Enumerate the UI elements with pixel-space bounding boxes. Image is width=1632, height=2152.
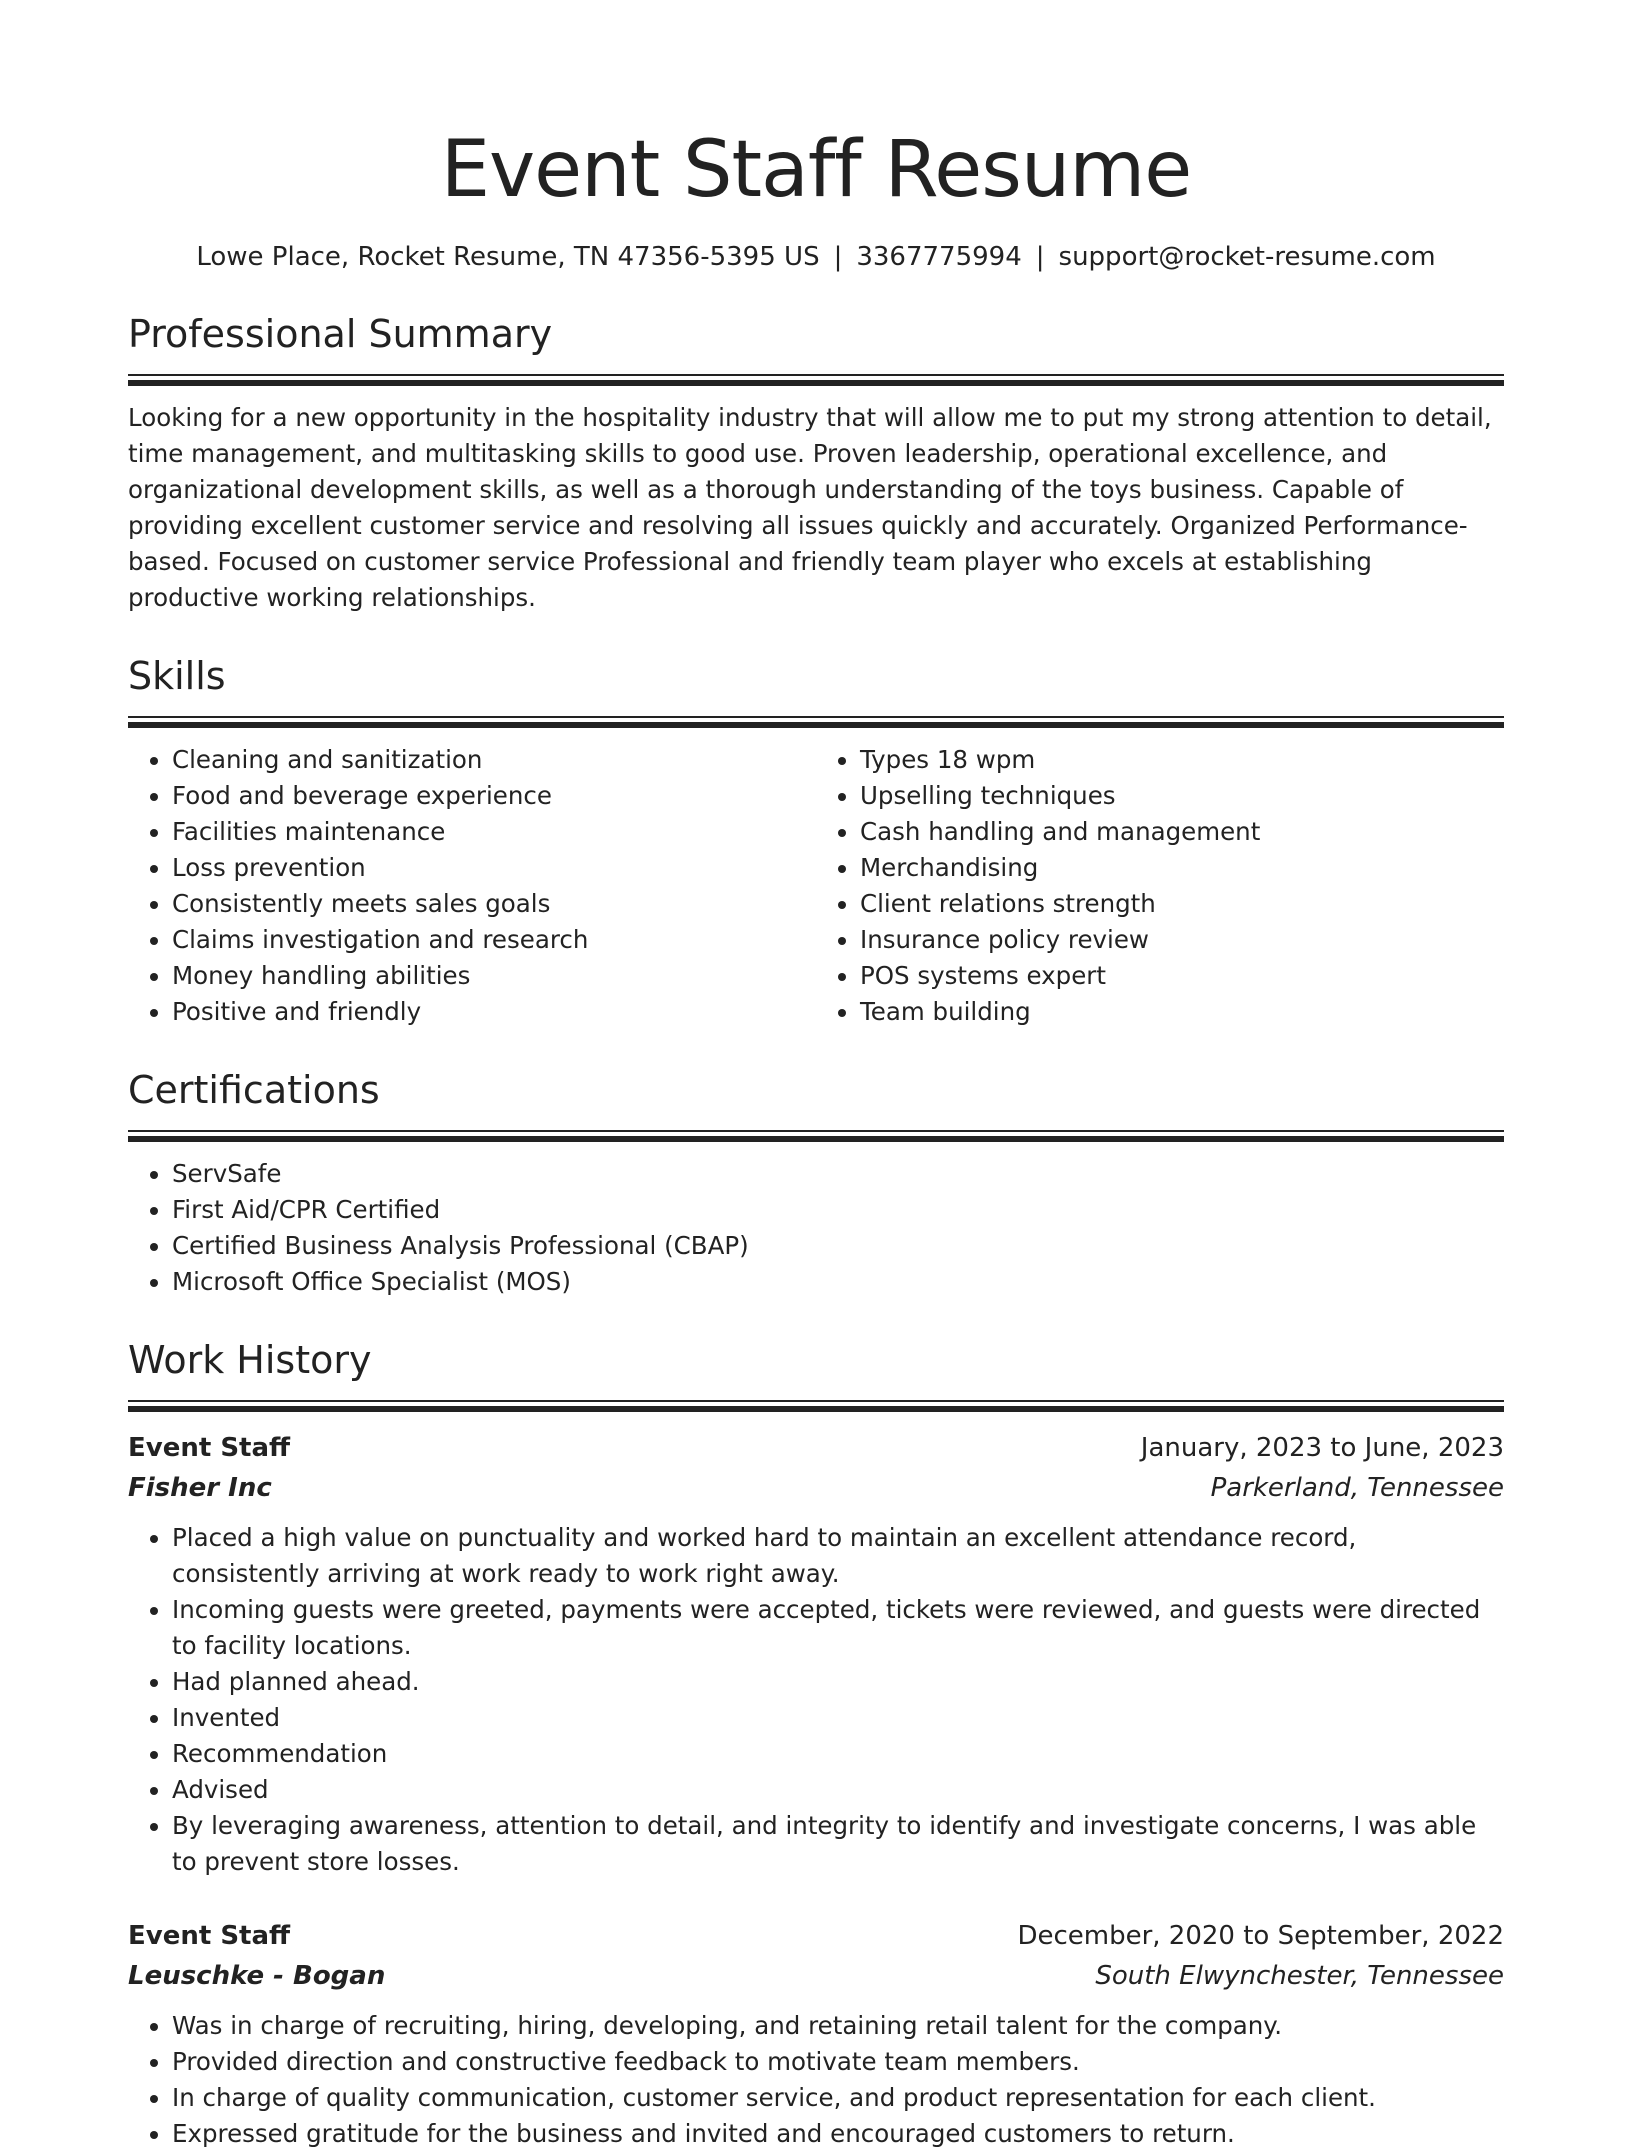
work-history-section [128,1338,1504,2152]
job-title: Event Staff [128,1921,291,1951]
list-item: • Advised [172,1772,1504,1808]
section-heading: Skills [128,654,226,698]
list-item: • By leveraging awareness, attention to detail, and integrity to identify and investigate concerns, I was able to prevent store losses. [172,1808,1504,1880]
list-item: • Had planned ahead. [172,1664,1504,1700]
job-header-row [128,1916,1504,1956]
list-item: • Consistently meets sales goals [172,886,816,922]
section-heading: Professional Summary [128,312,553,356]
skills-left-list [128,742,816,1030]
list-item: • Cash handling and management [860,814,1504,850]
job-bullets [128,2008,1504,2152]
list-item: • Was in charge of recruiting, hiring, developing, and retaining retail talent for the company. [172,2008,1504,2044]
job-title: Event Staff [128,1433,291,1463]
certifications-list [128,1156,1504,1300]
section-divider [128,374,1504,386]
section-divider [128,1130,1504,1142]
job-entry [128,1428,1504,1880]
list-item: • Microsoft Office Specialist (MOS) [172,1264,1504,1300]
list-item: • POS systems expert [860,958,1504,994]
address-text: Lowe Place, Rocket Resume, TN 47356-5395 US [196,242,820,272]
list-item: • Placed a high value on punctuality and worked hard to maintain an excellent attendance record, consistently arriving at work ready to work right away. [172,1520,1504,1592]
list-item: • Invented [172,1700,1504,1736]
summary-text: Looking for a new opportunity in the hospitality industry that will allow me to put my strong attention to detail, time management, and multitasking skills to good use. Proven leadership, operational excellence, and organizational development skills, as well as a thorough understanding of the toys business. Capable of providing excellent customer service and resolving all issues quickly and accurately. Organized Performance-based. Focused on customer service Professional and friendly team player who excels at establishing productive working relationships. [128,403,1492,612]
job-company: Fisher Inc [128,1473,272,1503]
list-item: • Food and beverage experience [172,778,816,814]
page-title: Event Staff Resume [440,125,1192,215]
separator: | [833,242,843,272]
list-item: • Merchandising [860,850,1504,886]
job-company: Leuschke - Bogan [128,1961,386,1991]
list-item: • First Aid/CPR Certified [172,1192,1504,1228]
job-dates: January, 2023 to June, 2023 [1140,1433,1504,1463]
job-subheader-row [128,1468,1504,1508]
skills-right-list [816,742,1504,1030]
list-item: • Facilities maintenance [172,814,816,850]
list-item: • Client relations strength [860,886,1504,922]
section-divider [128,716,1504,728]
list-item: • Loss prevention [172,850,816,886]
list-item: • Claims investigation and research [172,922,816,958]
list-item: • Types 18 wpm [860,742,1504,778]
contact-line [128,240,1504,274]
job-location: South Elwynchester, Tennessee [1095,1961,1504,1991]
separator: | [1035,242,1045,272]
skills-section [128,654,1504,1030]
list-item: • Cleaning and sanitization [172,742,816,778]
list-item: • Incoming guests were greeted, payments were accepted, tickets were reviewed, and guests were directed to facility locations. [172,1592,1504,1664]
job-location: Parkerland, Tennessee [1210,1473,1504,1503]
list-item: • In charge of quality communication, customer service, and product representation for each client. [172,2080,1504,2116]
list-item: • Certified Business Analysis Professional (CBAP) [172,1228,1504,1264]
section-heading: Work History [128,1338,372,1382]
list-item: • Team building [860,994,1504,1030]
summary-section [128,312,1504,616]
job-header-row [128,1428,1504,1468]
email-link[interactable]: support@rocket-resume.com [1058,242,1436,272]
job-entry [128,1916,1504,2152]
list-item: • Money handling abilities [172,958,816,994]
job-bullets [128,1520,1504,1880]
job-subheader-row [128,1956,1504,1996]
certifications-section [128,1068,1504,1300]
skills-grid [128,728,1504,1030]
list-item: • Positive and friendly [172,994,816,1030]
list-item: • Recommendation [172,1736,1504,1772]
list-item: • ServSafe [172,1156,1504,1192]
list-item: • Insurance policy review [860,922,1504,958]
section-divider [128,1400,1504,1412]
section-heading: Certifications [128,1068,380,1112]
list-item: • Provided direction and constructive feedback to motivate team members. [172,2044,1504,2080]
phone-text: 3367775994 [856,242,1022,272]
job-dates: December, 2020 to September, 2022 [1017,1921,1504,1951]
list-item: • Expressed gratitude for the business and invited and encouraged customers to return. [172,2116,1504,2152]
list-item: • Upselling techniques [860,778,1504,814]
